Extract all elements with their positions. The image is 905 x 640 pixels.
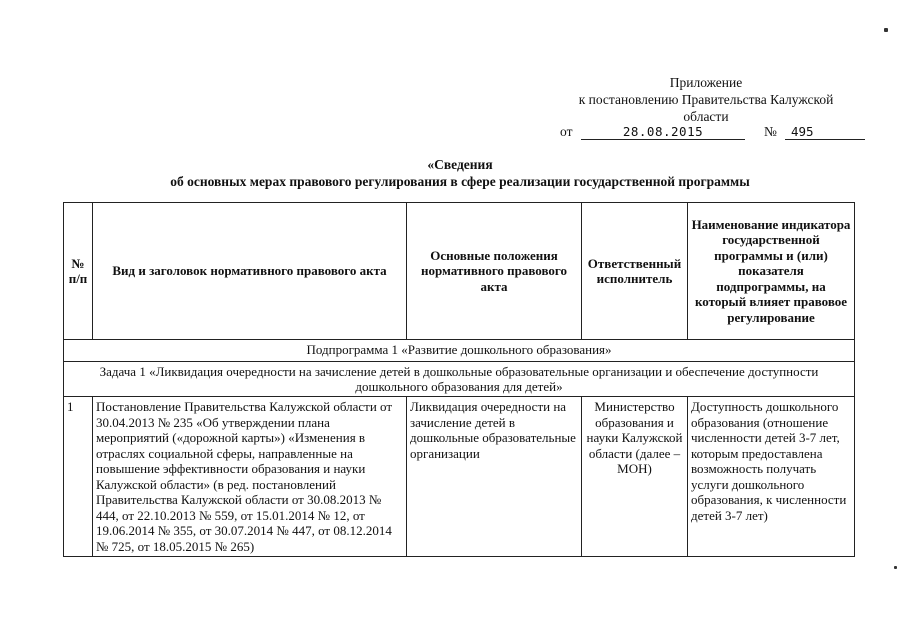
appendix-label: Приложение	[669, 75, 743, 90]
title-line-2: об основных мерах правового регулирования в сфере реализации государственной программы	[170, 174, 750, 189]
appendix-header	[556, 74, 856, 125]
resolution-number: 495	[785, 124, 865, 140]
table-header-row	[64, 203, 855, 340]
header-provisions: Основные положения нормативного правового акта	[407, 203, 582, 340]
document-title	[60, 156, 860, 190]
appendix-region: области	[683, 109, 729, 124]
task-title: Задача 1 «Ликвидация очередности на зачисление детей в дошкольные образовательные организации и обеспечение доступности дошкольного образования для детей»	[64, 362, 855, 397]
row-act: Постановление Правительства Калужской области от 30.04.2013 № 235 «Об утверждении плана мероприятий («дорожной карты») «Изменения в отраслях социальной сферы, направленные на повышение эффективности образования и науки Калужской области» (в ред. постановлений Правительства Калужской области от 30.08.2013 № 444, от 22.10.2013 № 559, от 15.01.2014 № 12, от 19.06.2014 № 355, от 30.07.2014 № 447, от 08.12.2014 № 725, от 18.05.2015 № 265)	[93, 397, 407, 557]
row-num: 1	[64, 397, 93, 557]
subprogram-row	[64, 340, 855, 362]
title-line-1: «Сведения	[427, 157, 493, 172]
row-responsible: Министерство образования и науки Калужской области (далее – МОН)	[582, 397, 688, 557]
resolution-reference	[557, 124, 859, 142]
header-responsible: Ответственный исполнитель	[582, 203, 688, 340]
table-row	[64, 397, 855, 557]
scan-mark-icon	[894, 566, 897, 569]
row-indicator: Доступность дошкольного образования (отношение численности детей 3-7 лет, которым предоставлена возможность получать услуги дошкольного образования, к численности детей 3-7 лет)	[688, 397, 855, 557]
date-label: от	[560, 124, 573, 139]
row-provisions: Ликвидация очередности на зачисление детей в дошкольные образовательные организации	[407, 397, 582, 557]
subprogram-title: Подпрограмма 1 «Развитие дошкольного образования»	[64, 340, 855, 362]
resolution-date: 28.08.2015	[581, 124, 745, 140]
header-num: № п/п	[64, 203, 93, 340]
header-indicator: Наименование индикатора государственной программы и (или) показателя подпрограммы, на который влияет правовое регулирование	[688, 203, 855, 340]
scan-mark-icon	[884, 28, 888, 32]
measures-table	[63, 202, 855, 557]
task-row	[64, 362, 855, 397]
number-label: №	[764, 124, 777, 139]
header-act: Вид и заголовок нормативного правового акта	[93, 203, 407, 340]
appendix-resolution: к постановлению Правительства Калужской	[578, 92, 834, 107]
